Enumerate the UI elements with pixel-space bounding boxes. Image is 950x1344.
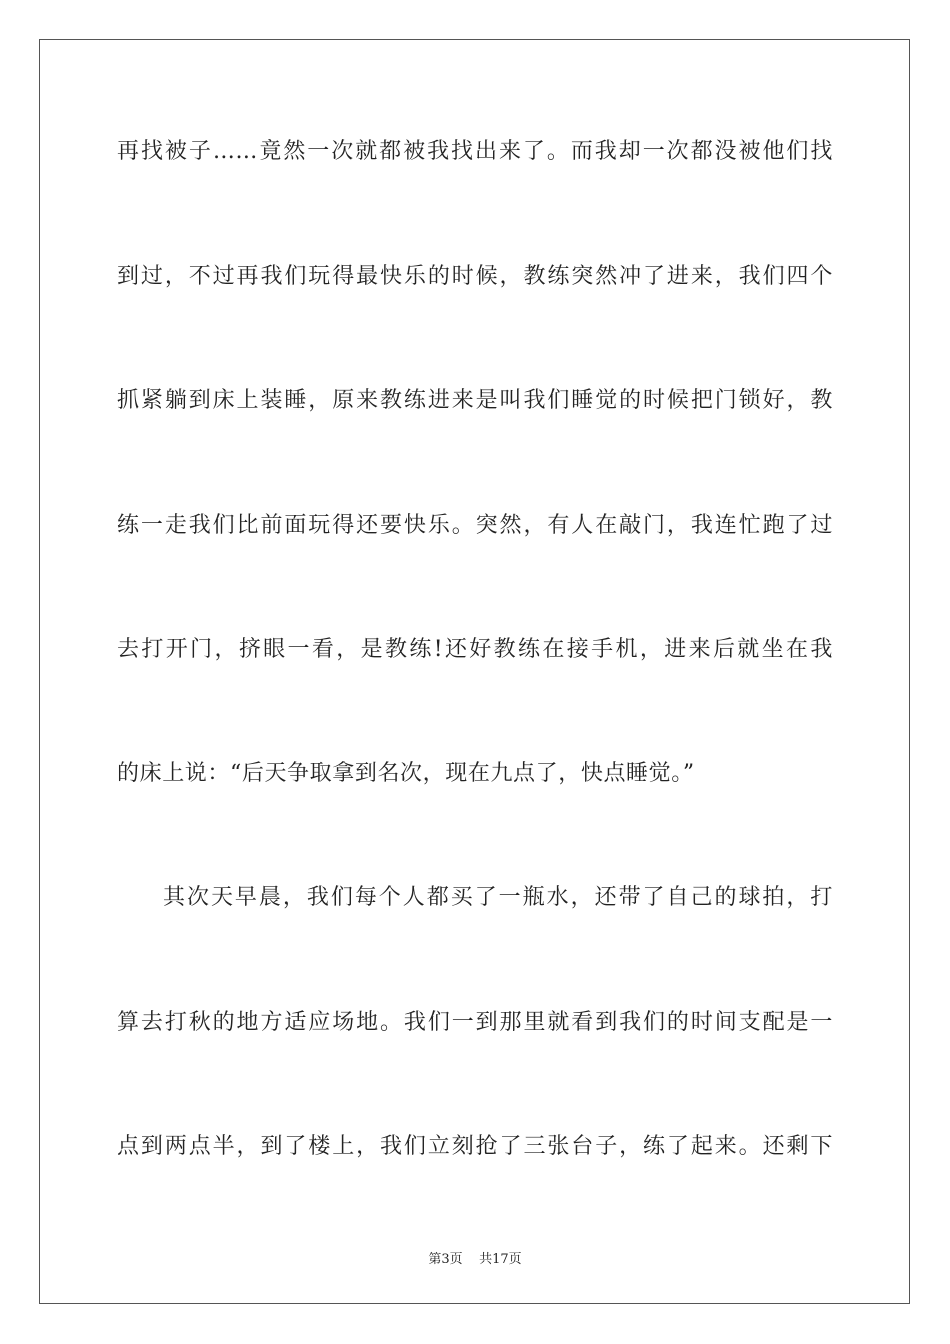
text-line: 到过，不过再我们玩得最快乐的时候，教练突然冲了进来，我们四个 xyxy=(117,264,833,289)
page-total: 共17页 xyxy=(479,1252,522,1267)
text-line: 抓紧躺到床上装睡，原来教练进来是叫我们睡觉的时候把门锁好，教 xyxy=(117,388,833,413)
text-line: 去打开门，挤眼一看，是教练!还好教练在接手机，进来后就坐在我 xyxy=(117,637,833,662)
text-line: 再找被子……竟然一次就都被我找出来了。而我却一次都没被他们找 xyxy=(117,139,833,164)
page-number: 第3页 xyxy=(428,1252,463,1267)
text-line: 的床上说：“后天争取拿到名次，现在九点了，快点睡觉。” xyxy=(117,761,695,786)
text-line: 点到两点半，到了楼上，我们立刻抢了三张台子，练了起来。还剩下 xyxy=(117,1134,833,1159)
paragraph-first-line: 其次天早晨，我们每个人都买了一瓶水，还带了自己的球拍，打 xyxy=(163,885,833,910)
text-line: 算去打秋的地方适应场地。我们一到那里就看到我们的时间支配是一 xyxy=(117,1010,833,1035)
text-line: 练一走我们比前面玩得还要快乐。突然，有人在敲门，我连忙跑了过 xyxy=(117,513,833,538)
page-frame xyxy=(39,39,910,1304)
page-footer xyxy=(0,1248,950,1267)
